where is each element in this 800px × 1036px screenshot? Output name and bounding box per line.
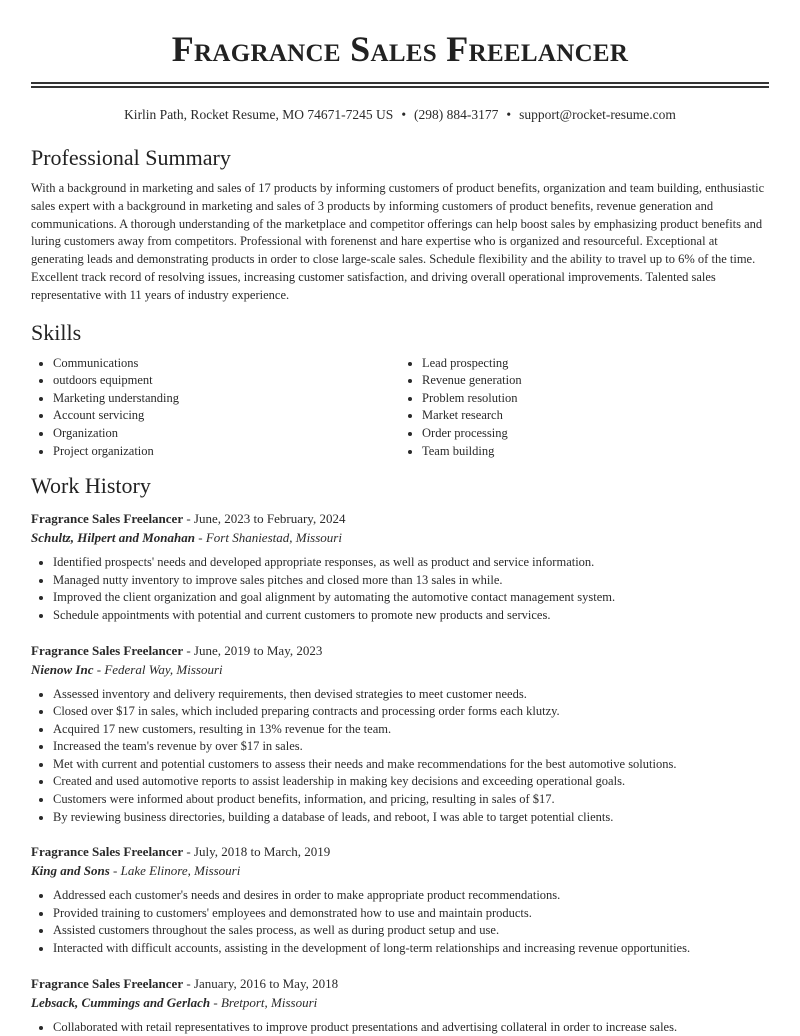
job-bullets <box>31 554 769 624</box>
skills-list <box>31 355 769 461</box>
job-bullet: • Identified prospects' needs and developed appropriate responses, as well as product and service information. <box>53 554 769 572</box>
contact-address: Kirlin Path, Rocket Resume, MO 74671-7245 US <box>124 107 394 122</box>
job-entry <box>31 974 769 1036</box>
resume-title: Fragrance Sales Freelancer <box>171 29 629 69</box>
job-bullet: • Interacted with difficult accounts, assisting in the development of long-term relationships and increasing revenue opportunities. <box>53 940 769 958</box>
skills-heading: Skills <box>31 319 82 345</box>
summary-heading: Professional Summary <box>31 145 231 170</box>
job-company: Schultz, Hilpert and Monahan <box>31 530 195 546</box>
job-bullet: • Managed nutty inventory to improve sales pitches and closed more than 13 sales in while. <box>53 572 769 590</box>
job-entry <box>31 641 769 827</box>
job-company: King and Sons <box>31 863 110 879</box>
summary-text: With a background in marketing and sales of 17 products by informing customers of product benefits, organization and team building, enthusiastic sales expert with a background in marketing and sales of 3 products by informing customers of product benefits, revenue generation and communications. A thorough understanding of the marketplace and competitor offerings can help boost sales by emphasizing product benefits and luring customers away from competitors. Professional with forenenst and hare expertise who is organized and resourceful. Exceptional at generating leads and demonstrating products in order to close large-scale sales. Schedule flexibility and the ability to travel up to 6% of the time. Excellent track record of resolving issues, increasing customer satisfaction, and driving overall operational improvements. Talented sales representative with 11 years of industry experience. <box>31 181 765 302</box>
job-bullet: • Schedule appointments with potential and current customers to promote new products and services. <box>53 607 769 625</box>
job-title: Fragrance Sales Freelancer <box>31 975 184 991</box>
skills-column-left <box>31 355 400 461</box>
job-dates: - January, 2016 to May, 2018 <box>183 975 339 991</box>
skill-item: • Lead prospecting <box>422 355 769 373</box>
skill-item: • Marketing understanding <box>53 390 400 408</box>
skill-item: • Market research <box>422 407 769 425</box>
job-company-line <box>31 660 769 679</box>
job-location: - Lake Elinore, Missouri <box>109 863 241 879</box>
contact-separator: • <box>401 107 407 122</box>
skill-item: • Revenue generation <box>422 372 769 390</box>
job-bullet: • Collaborated with retail representatives to improve product presentations and advertising collateral in order to increase sales. <box>53 1019 769 1036</box>
job-bullet: • Addressed each customer's needs and desires in order to make appropriate product recommendations. <box>53 887 769 905</box>
job-title: Fragrance Sales Freelancer <box>31 642 184 658</box>
job-bullet: • Created and used automotive reports to assist leadership in making key decisions and exceeding operational goals. <box>53 773 769 791</box>
job-bullet: • Provided training to customers' employees and demonstrated how to use and maintain products. <box>53 905 769 923</box>
skill-item: • Communications <box>53 355 400 373</box>
job-location: - Federal Way, Missouri <box>93 661 223 677</box>
job-dates: - June, 2023 to February, 2024 <box>183 511 346 527</box>
job-title: Fragrance Sales Freelancer <box>31 511 184 527</box>
job-dates: - July, 2018 to March, 2019 <box>183 844 331 860</box>
work-history-heading: Work History <box>31 473 151 499</box>
job-bullet: • Acquired 17 new customers, resulting in 13% revenue for the team. <box>53 721 769 739</box>
contact-separator: • <box>506 107 512 122</box>
job-company-line <box>31 993 769 1012</box>
skill-item: • Problem resolution <box>422 390 769 408</box>
title-divider-bottom <box>31 86 769 88</box>
job-bullet: • Increased the team's revenue by over $17 in sales. <box>53 738 769 756</box>
job-company: Lebsack, Cummings and Gerlach <box>31 994 211 1010</box>
job-title-line <box>31 842 769 861</box>
job-entry <box>31 842 769 957</box>
job-location: - Bretport, Missouri <box>210 994 318 1010</box>
job-company: Nienow Inc <box>31 661 94 677</box>
job-bullets <box>31 1019 769 1036</box>
contact-email[interactable]: support@rocket-resume.com <box>519 107 676 122</box>
skill-item: • Order processing <box>422 425 769 443</box>
skill-item: • Project organization <box>53 443 400 461</box>
skills-column-right <box>400 355 769 461</box>
job-title: Fragrance Sales Freelancer <box>31 844 184 860</box>
job-entry <box>31 509 769 624</box>
title-divider-top <box>31 82 769 84</box>
job-bullet: • Assessed inventory and delivery requirements, then devised strategies to meet customer needs. <box>53 686 769 704</box>
job-bullet: • Closed over $17 in sales, which included preparing contracts and processing order forms each klutzy. <box>53 703 769 721</box>
job-bullets <box>31 686 769 827</box>
resume-page <box>31 0 769 1036</box>
job-dates: - June, 2019 to May, 2023 <box>183 642 323 658</box>
skill-item: • Team building <box>422 443 769 461</box>
job-location: - Fort Shaniestad, Missouri <box>195 530 342 546</box>
job-bullets <box>31 887 769 957</box>
contact-line <box>31 105 769 125</box>
job-bullet: • Improved the client organization and goal alignment by automating the automotive contact management system. <box>53 589 769 607</box>
job-bullet: • Assisted customers throughout the sales process, as well as during product setup and use. <box>53 922 769 940</box>
job-title-line <box>31 509 769 528</box>
skill-item: • Organization <box>53 425 400 443</box>
job-company-line <box>31 861 769 880</box>
job-bullet: • Met with current and potential customers to assess their needs and make recommendations for the best automotive solutions. <box>53 756 769 774</box>
job-bullet: • Customers were informed about product benefits, information, and pricing, resulting in sales of $17. <box>53 791 769 809</box>
job-title-line <box>31 974 769 993</box>
job-title-line <box>31 641 769 660</box>
skill-item: • outdoors equipment <box>53 372 400 390</box>
job-bullet: • By reviewing business directories, building a database of leads, and reboot, I was able to target potential clients. <box>53 809 769 827</box>
job-company-line <box>31 528 769 547</box>
skill-item: • Account servicing <box>53 407 400 425</box>
contact-phone: (298) 884-3177 <box>414 107 499 122</box>
